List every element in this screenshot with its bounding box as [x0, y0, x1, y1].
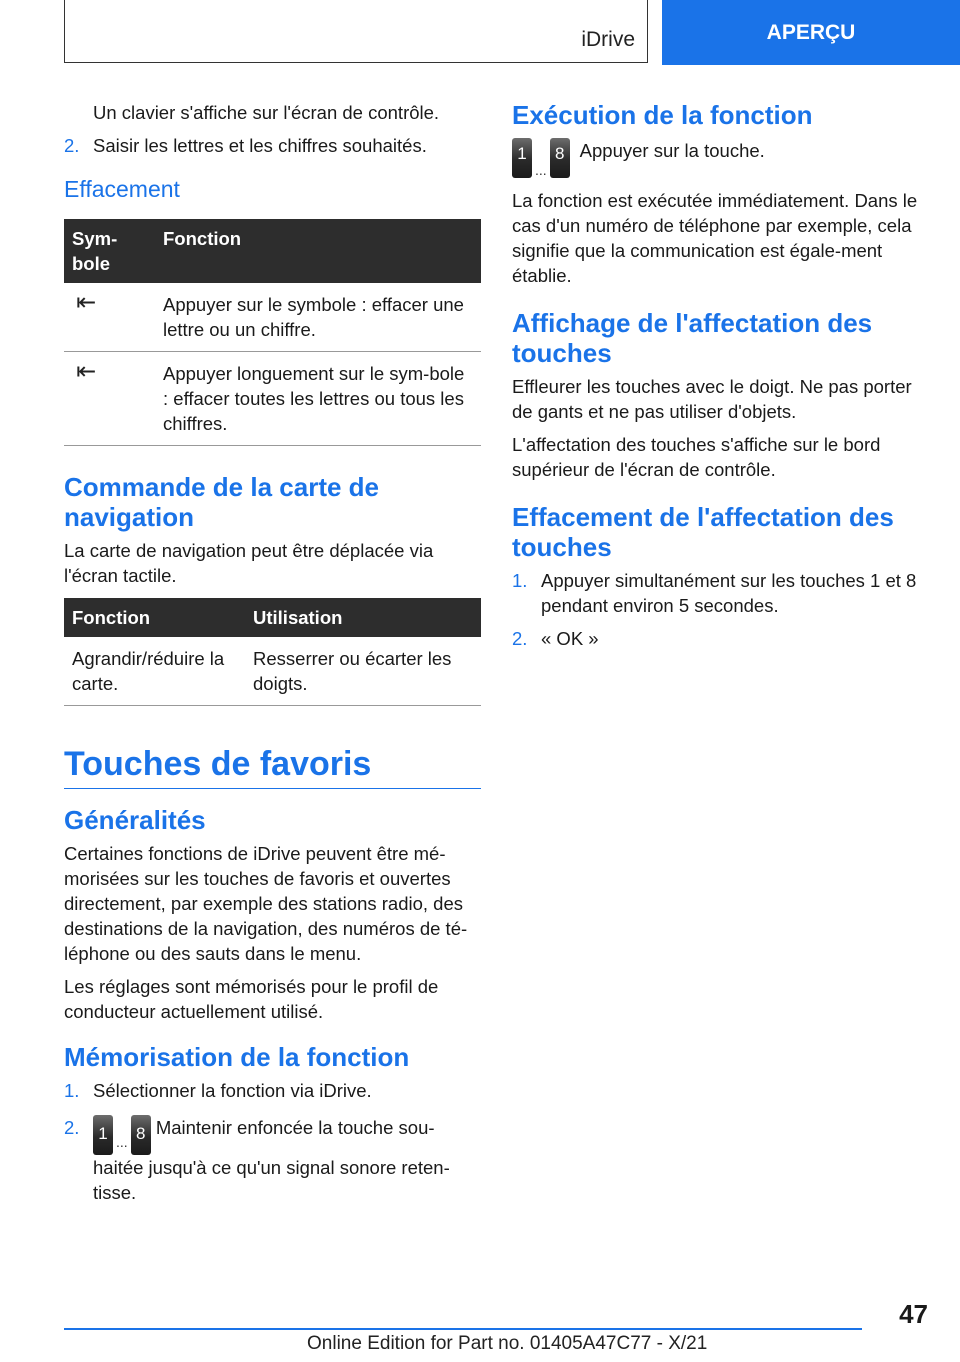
favorite-keys-icon	[512, 138, 570, 178]
footer-divider	[64, 1328, 862, 1330]
favorite-keys-icon	[93, 1115, 151, 1155]
step-2	[64, 133, 481, 158]
execution-key-row	[512, 138, 924, 178]
page-number: 47	[899, 1299, 928, 1329]
right-column	[512, 100, 924, 659]
step-text: Un clavier s'affiche sur l'écran de contrôle.	[93, 102, 440, 123]
backspace-icon: ⇤	[64, 352, 155, 446]
table-row	[64, 283, 481, 352]
generalites-p2: Les réglages sont mémorisés pour le profil de conducteur actuellement utilisé.	[64, 976, 439, 1022]
table-header-symbol: Sym-bole	[64, 219, 155, 283]
table-cell: Agrandir/réduire la carte.	[64, 637, 245, 706]
generalites-heading: Généralités	[64, 805, 206, 835]
symbol-table	[64, 219, 481, 446]
table-header-function: Fonction	[155, 219, 481, 283]
affichage-p2: L'affectation des touches s'affiche sur le bord supérieur de l'écran de contrôle.	[512, 434, 881, 480]
execution-text: La fonction est exécutée immédiatement. Dans le cas d'un numéro de téléphone par exemple, cela signifie que la communication est égale-ment établie.	[512, 190, 918, 286]
carte-text: La carte de navigation peut être déplacée via l'écran tactile.	[64, 540, 434, 586]
effacement-heading: Effacement	[64, 176, 180, 202]
key-1-icon: 1	[93, 1115, 113, 1155]
step-2	[512, 626, 924, 651]
step-text: Saisir les lettres et les chiffres souhaités.	[93, 135, 427, 156]
table-cell: Appuyer sur le symbole : effacer une lettre ou un chiffre.	[155, 283, 481, 352]
step-1	[64, 1078, 481, 1103]
step-number: 1.	[64, 1080, 80, 1101]
step-number: 2.	[64, 1117, 80, 1138]
step-text: « OK »	[541, 628, 599, 649]
execution-key-text: Appuyer sur la touche.	[579, 140, 765, 161]
affichage-p1: Effleurer les touches avec le doigt. Ne pas porter de gants et ne pas utiliser d'objets.	[512, 376, 912, 422]
memorisation-heading: Mémorisation de la fonction	[64, 1042, 410, 1072]
step-number: 1.	[512, 570, 528, 591]
table-row	[64, 637, 481, 706]
step-intro	[64, 100, 481, 125]
table-header-function: Fonction	[64, 598, 245, 637]
key-8-icon: 8	[550, 138, 570, 178]
key-8-icon: 8	[131, 1115, 151, 1155]
backspace-icon: ⇤	[64, 283, 155, 352]
step-text: Sélectionner la fonction via iDrive.	[93, 1080, 372, 1101]
header-chapter-tab: APERÇU	[662, 0, 960, 65]
step-number: 2.	[512, 628, 528, 649]
table-cell: Appuyer longuement sur le sym-bole : effacer toutes les lettres ou tous les chiffres.	[155, 352, 481, 446]
step-2	[64, 1115, 481, 1205]
execution-heading: Exécution de la fonction	[512, 100, 813, 130]
effacement-affectation-heading: Effacement de l'affectation des touches	[512, 502, 894, 562]
table-row	[64, 352, 481, 446]
map-table	[64, 598, 481, 706]
ellipsis: ...	[116, 1134, 128, 1150]
header-section: iDrive	[581, 28, 635, 51]
step-text: Appuyer simultanément sur les touches 1 et 8 pendant environ 5 secondes.	[541, 570, 917, 616]
key-1-icon: 1	[512, 138, 532, 178]
table-cell: Resserrer ou écarter les doigts.	[245, 637, 481, 706]
step-text: Maintenir enfoncée la touche sou-haitée jusqu'à ce qu'un signal sonore reten-tisse.	[93, 1117, 450, 1203]
step-1	[512, 568, 924, 618]
ellipsis: ...	[535, 162, 547, 178]
affichage-heading: Affichage de l'affectation des touches	[512, 308, 873, 368]
carte-heading: Commande de la carte de navigation	[64, 472, 379, 532]
favorites-heading: Touches de favoris	[64, 744, 481, 789]
step-number: 2.	[64, 135, 80, 156]
table-header-usage: Utilisation	[245, 598, 481, 637]
generalites-p1: Certaines fonctions de iDrive peuvent être mé-morisées sur les touches de favoris et ouvertes directement, par exemple des stations radio, des destinations de la navigation, des numéros de té-léphone ou des sauts dans le menu.	[64, 843, 468, 964]
left-column	[64, 100, 481, 1213]
footer-edition: Online Edition for Part no. 01405A47C77 - X/21	[307, 1333, 708, 1354]
header-box	[64, 0, 648, 63]
